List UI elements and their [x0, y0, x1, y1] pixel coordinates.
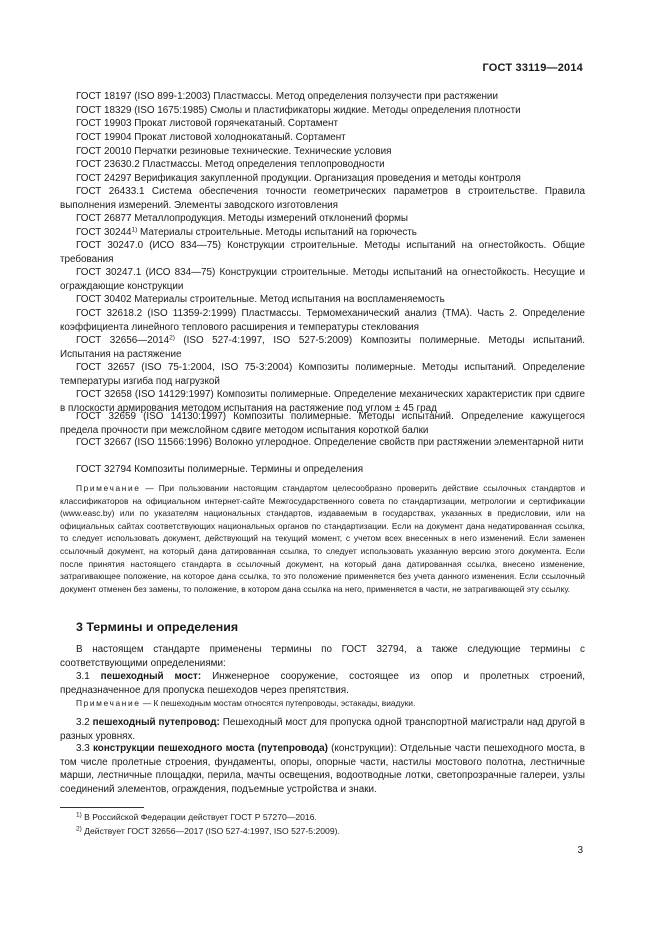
- ref-gost-32657: ГОСТ 32657 (ISO 75-1:2004, ISO 75-3:2004) Композиты полимерные. Методы испытаний. Определение температуры изгиба под нагрузкой: [60, 362, 585, 387]
- term-name: конструкции пешеходного моста (путепровода): [92, 743, 328, 754]
- ref-gost-26433-1: ГОСТ 26433.1 Система обеспечения точности геометрических параметров в строительстве. Правила выполнения измерений. Элементы заводского изготовления: [60, 186, 585, 211]
- ref-title: (ISO 527-4:1997, ISO 527-5:2009) Композиты полимерные. Методы испытаний. Испытания на растяжение: [60, 335, 585, 360]
- footnote-ref-1: 1): [131, 226, 138, 234]
- ref-gost-18329: ГОСТ 18329 (ISO 1675:1985) Смолы и пластификаторы жидкие. Методы определения плотности: [76, 105, 521, 116]
- ref-gost-32667: ГОСТ 32667 (ISO 11566:1996) Волокно углеродное. Определение свойств при растяжении элементарной нити: [76, 437, 584, 448]
- ref-gost-32794: ГОСТ 32794 Композиты полимерные. Термины и определения: [76, 464, 364, 475]
- section-intro: В настоящем стандарте применены термины по ГОСТ 32794, а также следующие термины с соответствующими определениями:: [60, 644, 585, 669]
- ref-gost-20010: ГОСТ 20010 Перчатки резиновые технические. Технические условия: [76, 146, 392, 157]
- footnote-mark: 2): [76, 825, 82, 833]
- note-text: — К пешеходным мостам относятся путепроводы, эстакады, виадуки.: [140, 698, 416, 708]
- footnote-divider: [60, 807, 144, 808]
- ref-gost-32618-2: ГОСТ 32618.2 (ISO 11359-2:1999) Пластмассы. Термомеханический анализ (ТМА). Часть 2. Определение коэффициента линейного теплового расширения и температуры стеклования: [60, 308, 585, 333]
- footnote-1: [76, 812, 317, 823]
- footnote-mark: 1): [76, 811, 82, 819]
- term-note: [60, 697, 585, 710]
- term-definition: Инженерное сооружение, состоящее из опор и пролетных строений, предназначенное для пропуска пешеходов через препятствия.: [60, 671, 585, 696]
- ref-title: Материалы строительные. Методы испытаний на горючесть: [137, 227, 417, 238]
- footnote-text: В Российской Федерации действует ГОСТ Р 57270—2016.: [81, 812, 317, 822]
- ref-gost-30244: [60, 226, 585, 240]
- term-3-1: [60, 670, 585, 697]
- note-text: — При пользовании настоящим стандартом целесообразно проверить действие ссылочных стандартов и классификаторов на официальном интернет-сайте Межгосударственного совета по стандартизации, метрологии и сертификации (www.easc.by) или по указателям национальных стандартов, издаваемым в государствах, указанных в предисловии, или на официальных сайтах соответствующих национальных органов по стандартизации. Если на документ дана недатированная ссылка, то следует использовать документ, действующий на текущий момент, с учетом всех внесенных в него изменений. Если заменен ссылочный документ, на который дана датированная ссылка, то следует использовать указанную версию этого документа. Если после принятия настоящего стандарта в ссылочный документ, на который дана датированная ссылка, внесено изменение, затрагивающее положение, на которое дана ссылка, то это положение применяется без учета данного изменения. Если ссылочный документ отменен без замены, то положение, в котором дана ссылка на него, применяется в части, не затрагивающей эту ссылку.: [60, 483, 585, 594]
- term-name: пешеходный путепровод:: [92, 717, 220, 728]
- footnote-text: Действует ГОСТ 32656—2017 (ISO 527-4:1997, ISO 527-5:2009).: [81, 826, 340, 836]
- ref-gost-18197: ГОСТ 18197 (ISO 899-1:2003) Пластмассы. Метод определения ползучести при растяжении: [76, 91, 498, 102]
- footnote-ref-2: 2): [169, 334, 175, 342]
- ref-gost-19903: ГОСТ 19903 Прокат листовой горячекатаный. Сортамент: [76, 118, 338, 129]
- term-3-2: [60, 716, 585, 743]
- ref-gost-30247-0: ГОСТ 30247.0 (ИСО 834—75) Конструкции строительные. Методы испытаний на огнестойкость. Общие требования: [60, 240, 585, 265]
- note-label: Примечание: [76, 698, 141, 708]
- ref-gost-19904: ГОСТ 19904 Прокат листовой холоднокатаный. Сортамент: [76, 132, 346, 143]
- term-definition: (конструкции): Отдельные части пешеходного моста, в том числе пролетные строения, фундаменты, опоры, опорные части, настилы мостового полотна, лестничные марши, лестничные площадки, перила, мачты освещения, водоотводные лотки, светопрозрачные галереи, узлы соединений элементов, ограждения, подъемные устройства и знаки.: [60, 743, 585, 795]
- ref-code: ГОСТ 30244: [76, 227, 132, 238]
- ref-gost-30402: ГОСТ 30402 Материалы строительные. Метод испытания на воспламеняемость: [76, 294, 445, 305]
- document-header: ГОСТ 33119—2014: [482, 62, 583, 74]
- section-title: 3 Термины и определения: [76, 620, 239, 634]
- term-definition: Пешеходный мост для пропуска одной транспортной магистрали над другой в разных уровнях.: [60, 717, 585, 742]
- footnote-2: [76, 826, 340, 837]
- ref-gost-24297: ГОСТ 24297 Верификация закупленной продукции. Организация проведения и методы контроля: [76, 173, 521, 184]
- ref-code: ГОСТ 32656—2014: [76, 335, 170, 346]
- term-number: 3.1: [76, 671, 101, 682]
- ref-gost-30247-1: ГОСТ 30247.1 (ИСО 834—75) Конструкции строительные. Методы испытаний на огнестойкость. Несущие и ограждающие конструкции: [60, 267, 585, 292]
- ref-gost-32658: ГОСТ 32658 (ISO 14129:1997) Композиты полимерные. Определение механических характеристик при сдвиге в плоскости армирования методом испытания на растяжение под углом ± 45 град: [60, 389, 585, 414]
- term-number: 3.3: [76, 743, 93, 754]
- ref-gost-32659: ГОСТ 32659 (ISO 14130:1997) Композиты полимерные. Методы испытаний. Определение кажущегося предела прочности при межслойном сдвиге методом испытания короткой балки: [60, 411, 585, 436]
- term-3-3: [60, 742, 585, 796]
- term-number: 3.2: [76, 717, 93, 728]
- term-name: пешеходный мост:: [100, 671, 202, 682]
- note-label: Примечание: [76, 483, 141, 493]
- ref-gost-23630-2: ГОСТ 23630.2 Пластмассы. Метод определения теплопроводности: [76, 159, 385, 170]
- ref-gost-26877: ГОСТ 26877 Металлопродукция. Методы измерений отклонений формы: [76, 213, 409, 224]
- references-note: [60, 482, 585, 595]
- page-number: 3: [577, 845, 583, 856]
- ref-gost-32656: [60, 334, 585, 361]
